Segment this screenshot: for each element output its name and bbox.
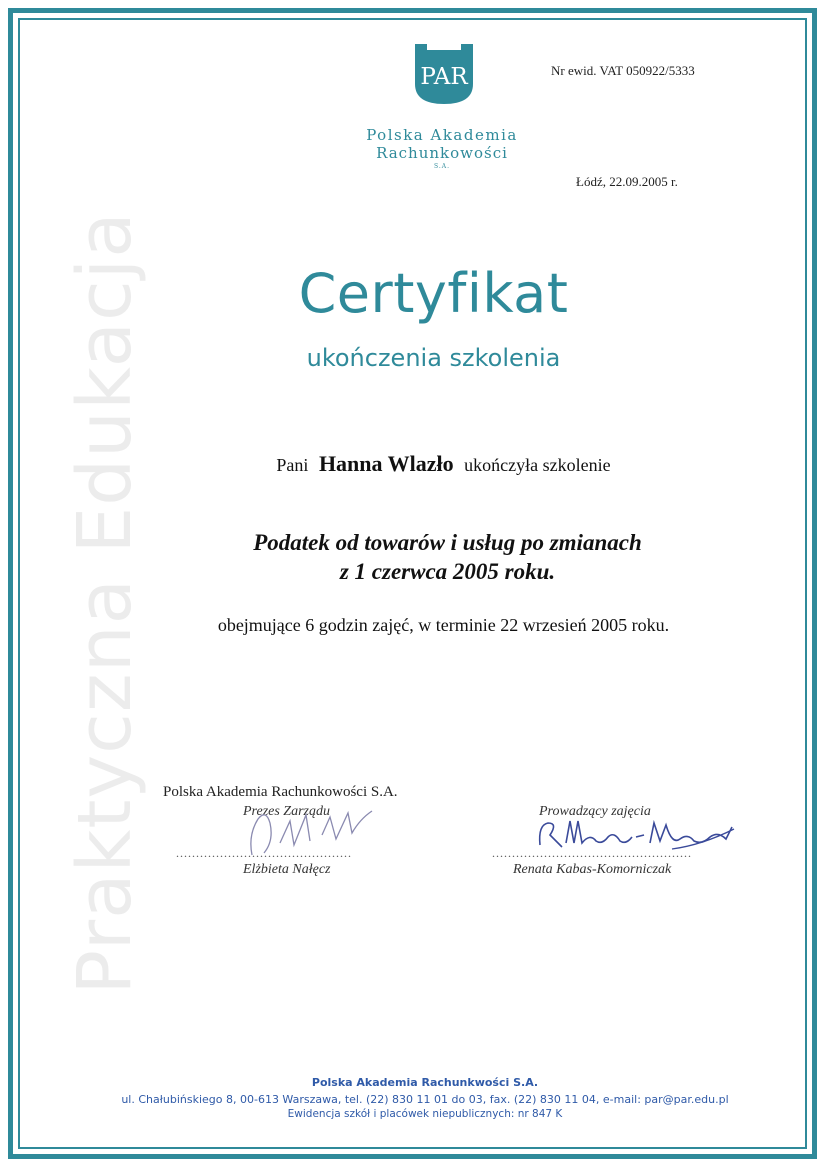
course-details: obejmujące 6 godzin zajęć, w terminie 22 wrzesień 2005 roku. <box>217 615 670 635</box>
signature-line-right: .................................................. <box>492 846 692 860</box>
footer-address: ul. Chałubińskiego 8, 00-613 Warszawa, tel. (22) 830 11 01 do 03, fax. (22) 830 11 04, e-mail: par@par.edu.pl <box>121 1093 729 1106</box>
signature-line-left: ............................................ <box>176 846 352 860</box>
footer <box>60 1076 790 1121</box>
vat-number: Nr ewid. VAT 050922/5333 <box>551 63 695 78</box>
certificate-title: Certyfikat <box>298 262 569 325</box>
signatory-left-name: Elżbieta Nałęcz <box>243 862 331 877</box>
recipient-prefix: Pani <box>276 455 309 475</box>
certificate-subtitle: ukończenia szkolenia <box>306 344 561 372</box>
recipient-line <box>0 451 827 477</box>
academy-name-line1: Polska Akademia <box>366 126 518 144</box>
academy-name-line2: Rachunkowości <box>376 144 508 162</box>
svg-text:PAR: PAR <box>420 64 468 90</box>
recipient-name: Hanna Wlazło <box>318 451 454 476</box>
footer-registry: Ewidencja szkół i placówek niepublicznych: nr 847 K <box>287 1108 563 1120</box>
recipient-suffix: ukończyła szkolenie <box>464 455 611 475</box>
par-logo-icon <box>413 44 475 106</box>
academy-name <box>332 126 552 171</box>
watermark-text: Praktyczna Edukacja <box>62 211 148 995</box>
signatory-organization: Polska Akademia Rachunkowości S.A. <box>163 784 398 800</box>
academy-name-line3: S.A. <box>433 163 451 170</box>
signatory-left-role: Prezes Zarządu <box>243 804 330 819</box>
signatory-right-name: Renata Kabas-Komorniczak <box>513 862 672 877</box>
signatory-right-role: Prowadzący zajęcia <box>539 804 651 819</box>
course-title-line1: Podatek od towarów i usług po zmianach <box>253 530 642 555</box>
footer-organization: Polska Akademia Rachunkwości S.A. <box>311 1076 539 1089</box>
course-title-line2: z 1 czerwca 2005 roku. <box>339 559 556 584</box>
course-title <box>0 528 827 586</box>
issue-date: Łódź, 22.09.2005 r. <box>576 174 678 189</box>
